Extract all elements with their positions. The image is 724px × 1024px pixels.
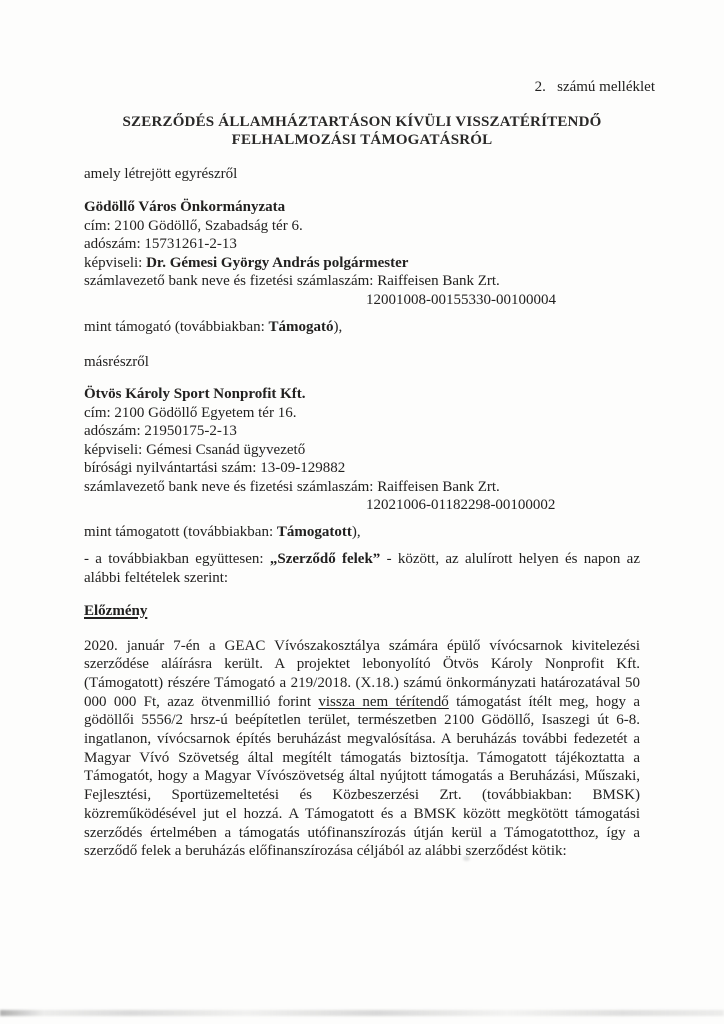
party2-bank-line: számlavezető bank neve és fizetési számlaszám: Raiffeisen Bank Zrt. — [84, 478, 500, 495]
background-paragraph-underlined-phrase: vissza nem térítendő — [318, 693, 449, 710]
section-heading-background: Előzmény — [84, 603, 148, 619]
party1-bank-line: számlavezető bank neve és fizetési számlaszám: Raiffeisen Bank Zrt. — [84, 273, 500, 289]
party2-account-number: 12021006-01182298-00100002 — [366, 497, 556, 513]
party1-role-prefix: mint támogató (továbbiakban: — [84, 319, 269, 335]
background-paragraph-part1: 2020. január 7-én a GEAC Vívószakosztálya számára épülő vívócsarnok kivitelezési szerződése aláírásra került. A projektet lebonyolító Ötvös Károly Nonprofit Kft. (Támogatott) részére Támogató a 219/2018. (X.18.) számú önkormányzati határozatával 50 000 000 Ft, azaz ötvenmillió forint — [84, 637, 640, 710]
party1-representative-name: Dr. Gémesi György András polgármester — [146, 254, 409, 271]
party1-role-clause — [84, 318, 640, 337]
party2-tax-number: adószám: 21950175-2-13 — [84, 423, 237, 439]
background-paragraph-part2: támogatást ítélt meg, hogy a gödöllői 5556/2 hrsz-ú beépítetlen terület, természetben 2100 Gödöllő, Isaszegi út 6-8. ingatlanon, vívócsarnok építés beruházást megvalósítása. A beruházás további fedezetét a Magyar Vívó Szövetség által megítélt támogatás biztosítja. Támogatott tájékoztatta a Támogatót, hogy a Magyar Vívószövetség által nyújtott támogatás a Beruházási, Műszaki, Fejlesztési, Sportüzemeltetési és Közbeszerzési Zrt. (továbbiakban: BMSK) közreműködésével jut el hozzá. A Támogatott és a BMSK között megkötött támogatási szerződés értelmében a támogatás utófinanszírozás útján kerül a Támogatotthoz, így a szerződő felek a beruházás előfinanszírozása céljából az alábbi szerződést kötik: — [84, 693, 640, 860]
annex-number-label: 2. számú melléklet — [534, 79, 655, 95]
intro-clause: amely létrejött egyrészről — [84, 165, 238, 182]
party2-representative: képviseli: Gémesi Csanád ügyvezető — [84, 441, 306, 458]
party2-role-prefix: mint támogatott (továbbiakban: — [84, 523, 277, 540]
party1-account-number: 12001008-00155330-00100004 — [366, 291, 556, 308]
party2-name: Ötvös Károly Sport Nonprofit Kft. — [84, 386, 306, 402]
joint-clause-prefix: - a továbbiakban együttesen: — [84, 551, 270, 567]
party1-address: cím: 2100 Gödöllő, Szabadság tér 6. — [84, 217, 303, 234]
party1-representative — [84, 254, 640, 273]
party2-address: cím: 2100 Gödöllő Egyetem tér 16. — [84, 404, 297, 421]
party1-name: Gödöllő Város Önkormányzata — [84, 199, 286, 215]
document-title-line-2: FELHALMOZÁSI TÁMOGATÁSRÓL — [231, 132, 493, 148]
background-paragraph — [84, 637, 640, 861]
party1-role-suffix: ), — [333, 319, 343, 335]
party2-role-suffix: ), — [351, 523, 361, 540]
party1-role-term: Támogató — [268, 319, 334, 335]
connector-clause: másrészről — [84, 353, 149, 370]
document-title — [84, 113, 640, 150]
party-supporter-block — [84, 198, 640, 309]
document-title-line-1: SZERZŐDÉS ÁLLAMHÁZTARTÁSON KÍVÜLI VISSZATÉRÍTENDŐ — [122, 113, 602, 130]
joint-clause-term: „Szerződő felek” — [269, 551, 381, 567]
joint-clause-suffix: - között, az alulírott helyen és napon az alábbi feltételek szerint: — [84, 551, 640, 586]
party2-role-clause — [84, 523, 640, 542]
party1-tax-number: adószám: 15731261-2-13 — [84, 236, 237, 252]
party1-representative-prefix: képviseli: — [84, 254, 147, 271]
party2-registry-number: bírósági nyilvántartási szám: 13-09-129882 — [84, 460, 346, 476]
scan-bottom-edge-artifact — [0, 1010, 724, 1016]
party2-role-term: Támogatott — [276, 523, 352, 540]
scan-smudge-artifact — [463, 856, 470, 861]
party-supported-block — [84, 385, 640, 515]
joint-parties-clause — [84, 550, 640, 587]
